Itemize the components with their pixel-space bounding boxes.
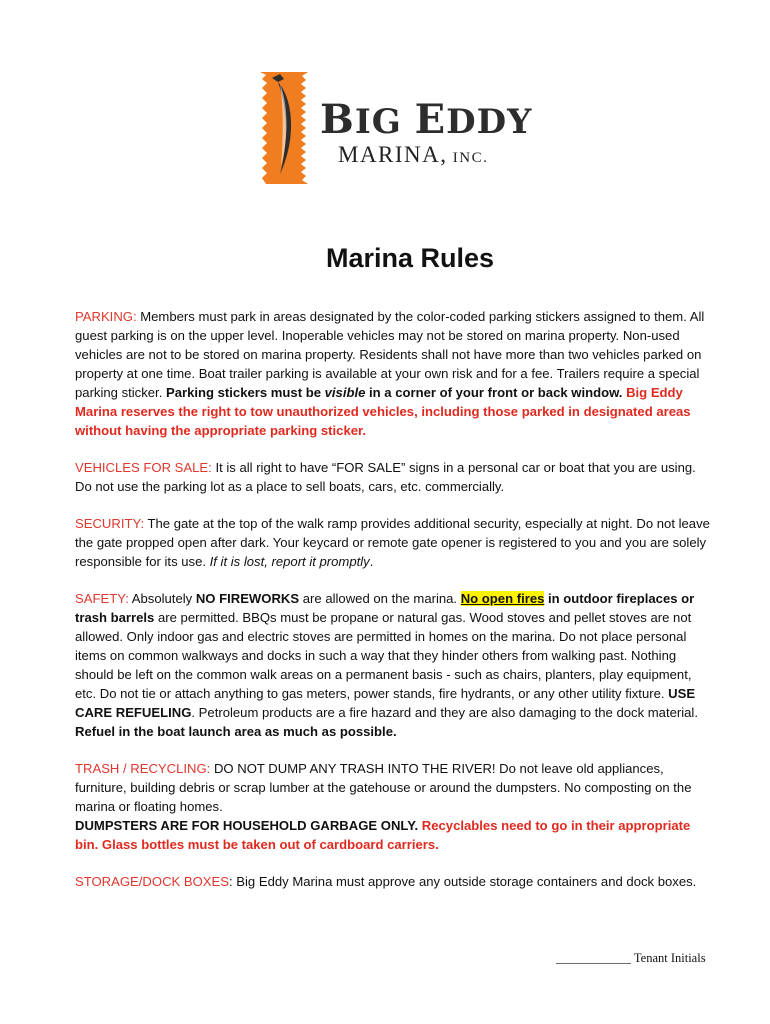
vehicles-heading: VEHICLES FOR SALE:	[75, 460, 212, 475]
storage-section	[75, 872, 715, 891]
trash-text: DO NOT DUMP ANY TRASH INTO THE RIVER! Do not leave old appliances, furniture, building debris or scrap lumber at the gatehouse or around the dumpsters. No composting on the marina or floating homes.	[75, 761, 692, 814]
safety-bold-4: Refuel in the boat launch area as much as possible.	[75, 724, 397, 739]
safety-text-2: are allowed on the marina.	[299, 591, 461, 606]
logo-company-name	[320, 96, 533, 143]
trash-dumpster-note	[75, 816, 715, 854]
rules-body	[75, 307, 715, 909]
parking-bold-2: in a corner of your front or back window.	[365, 385, 623, 400]
logo-sub-main: MARINA,	[338, 142, 448, 167]
parking-bold-1: Parking stickers must be	[165, 385, 325, 400]
security-section	[75, 514, 715, 571]
safety-bold-2: in outdoor fireplaces or trash barrels	[75, 591, 695, 625]
parking-tow-warning: Big Eddy Marina reserves the right to tow unauthorized vehicles, including those parked in designated areas without having the appropriate parking sticker.	[75, 385, 691, 438]
parking-section	[75, 307, 715, 440]
tenant-initials-line[interactable]: ____________ Tenant Initials	[556, 951, 706, 965]
safety-text-4: . Petroleum products are a fire hazard and they are also damaging to the dock material.	[191, 705, 698, 720]
security-italic: If it is lost, report it promptly	[209, 554, 370, 569]
storage-text: : Big Eddy Marina must approve any outside storage containers and dock boxes.	[229, 874, 697, 889]
parking-heading: PARKING:	[75, 309, 137, 324]
logo-letter-e: E	[414, 96, 447, 143]
safety-section	[75, 589, 715, 741]
safety-heading: SAFETY:	[75, 591, 129, 606]
vehicles-text: It is all right to have “FOR SALE” signs in a personal car or boat that you are using. Do not use the parking lot as a place to sell boats, cars, etc. commercially.	[75, 460, 696, 494]
safety-bold-1: NO FIREWORKS	[195, 591, 300, 606]
trash-section	[75, 759, 715, 816]
trash-bold: DUMPSTERS ARE FOR HOUSEHOLD GARBAGE ONLY.	[75, 818, 419, 833]
company-logo	[258, 70, 533, 190]
logo-sub-inc: INC.	[447, 150, 489, 166]
security-heading: SECURITY:	[75, 516, 145, 531]
logo-word-ig: IG	[354, 102, 415, 142]
safety-bold-3: USE CARE REFUELING	[75, 686, 696, 720]
security-text: The gate at the top of the walk ramp provides additional security, especially at night. Do not leave the gate propped open after dark. Your keycard or remote gate opener is registered to you and you are solely responsible for its use.	[75, 516, 710, 569]
vehicles-section	[75, 458, 715, 496]
safety-highlight: No open fires	[460, 591, 545, 606]
storage-heading: STORAGE/DOCK BOXES	[75, 874, 230, 889]
logo-word-ddy: DDY	[446, 102, 533, 142]
logo-letter-b: B	[320, 96, 355, 143]
safety-text-1: Absolutely	[128, 591, 196, 606]
security-end: .	[369, 554, 374, 569]
safety-text-3: are permitted. BBQs must be propane or natural gas. Wood stoves and pellet stoves are not allowed. Only indoor gas and electric stoves are permitted in homes on the marina. Do not place personal items on common walkways and docks in such a way that they hinder others from walking past. Nothing should be left on the common walk areas on a permanent basis - such as chairs, planters, play equipment, etc. Do not tie or attach anything to gas meters, power stands, fire hydrants, or any other utility fixture.	[75, 610, 692, 701]
parking-text: Members must park in areas designated by the color-coded parking stickers assigned to them. All guest parking is on the upper level. Inoperable vehicles may not be stored on marina property. Non-used vehicles are not to be stored on marina property. Residents shall not have more than two vehicles parked on property at one time. Boat trailer parking is available at your own risk and for a fee. Trailers require a special parking sticker.	[75, 309, 705, 400]
trash-recycle-warning: Recyclables need to go in their appropriate bin. Glass bottles must be taken out of cardboard carriers.	[75, 818, 691, 852]
logo-subtitle	[338, 142, 488, 168]
parking-bold-italic: visible	[324, 385, 366, 400]
marina-logo-icon	[258, 70, 310, 186]
trash-heading: TRASH / RECYCLING:	[75, 761, 211, 776]
page-title: Marina Rules	[325, 243, 495, 273]
